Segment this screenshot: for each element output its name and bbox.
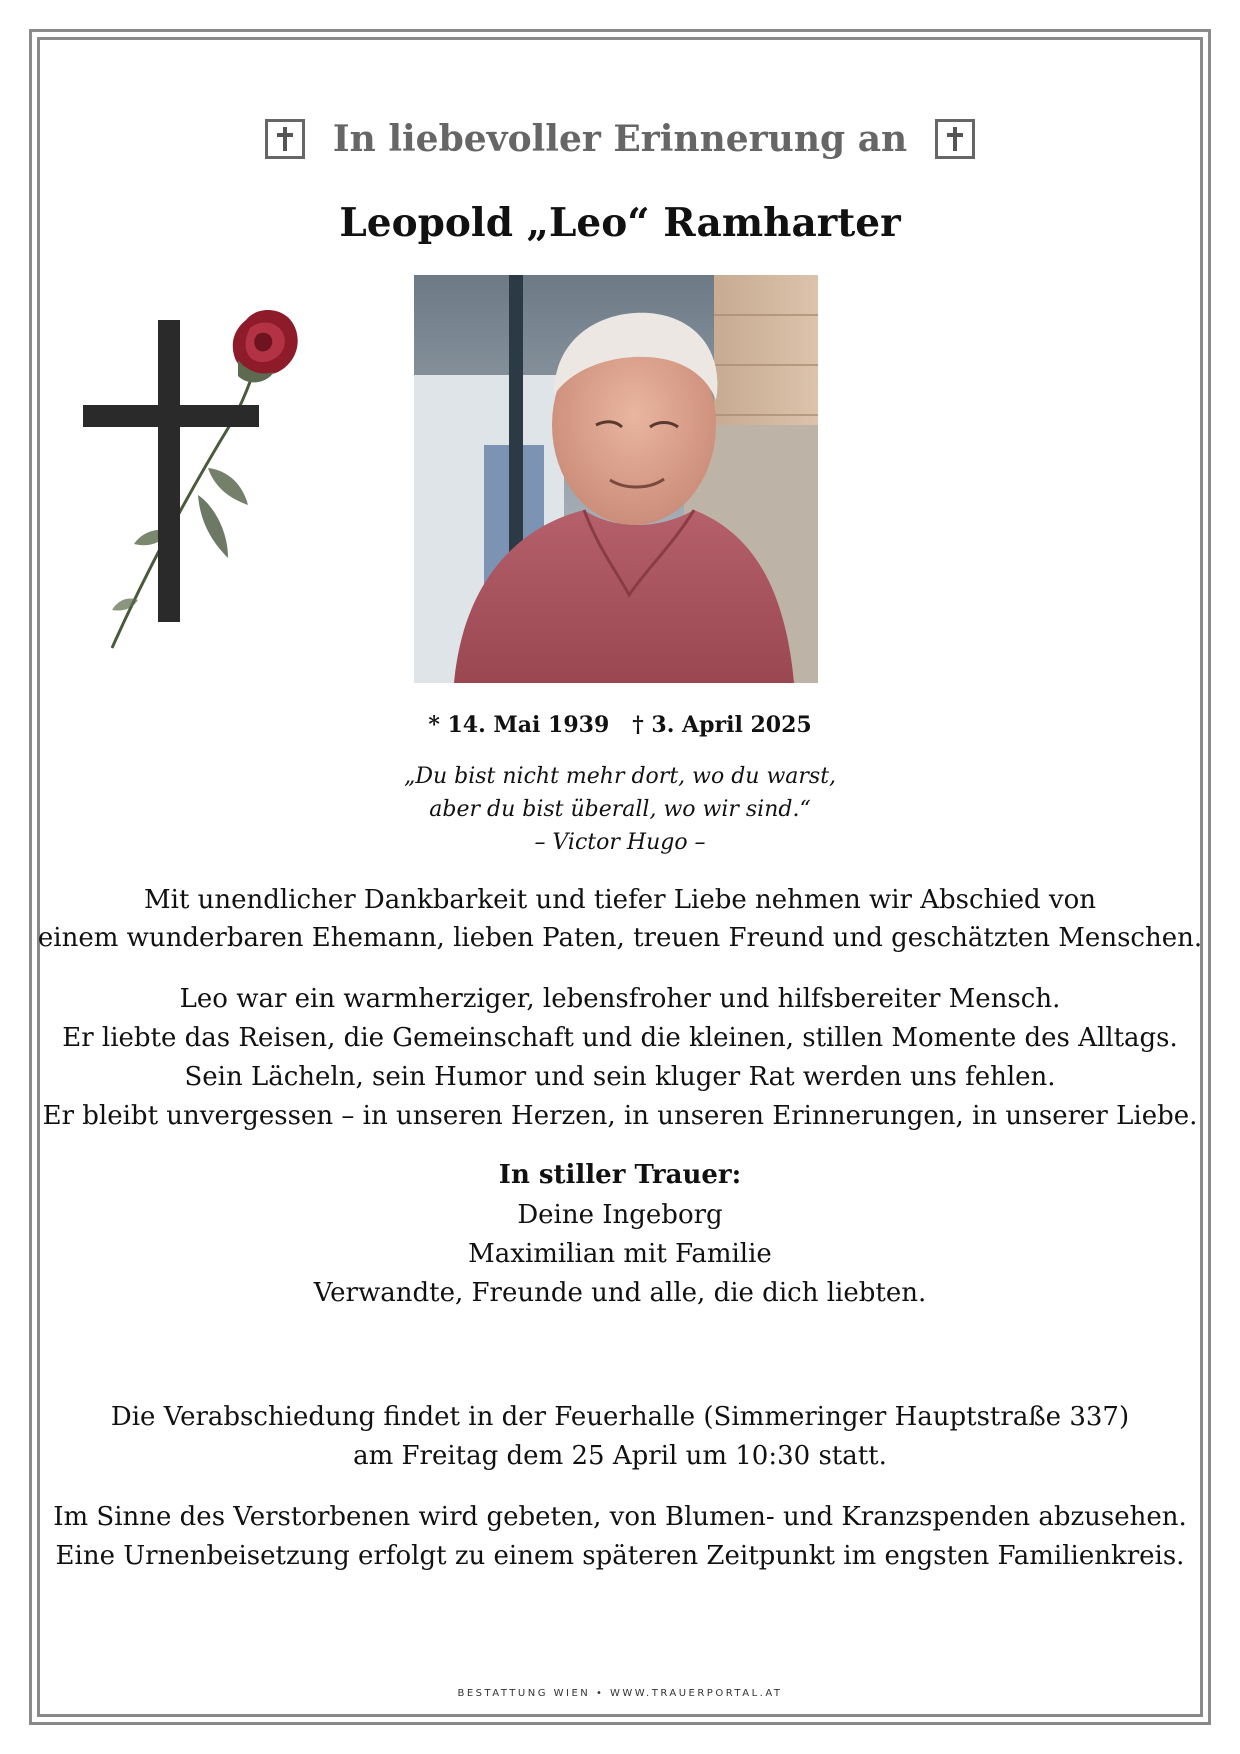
latin-cross-icon (265, 119, 305, 159)
portrait-photo (414, 275, 818, 683)
quote-author: – Victor Hugo – (534, 830, 706, 855)
heading-row (0, 118, 1240, 160)
rose-stem (112, 358, 258, 648)
tribute-line: Er bleibt unvergessen – in unseren Herzen, in unseren Erinnerungen, in unserer Liebe. (42, 1101, 1198, 1131)
rose-bloom (233, 310, 298, 382)
mourner-line: Verwandte, Freunde und alle, die dich liebten. (313, 1278, 927, 1308)
farewell-line: einem wunderbaren Ehemann, lieben Paten, treuen Freund und geschätzten Menschen. (37, 923, 1203, 953)
farewell-line: Mit unendlicher Dankbarkeit und tiefer Liebe nehmen wir Abschied von (144, 885, 1096, 915)
ceremony-line: Die Verabschiedung findet in der Feuerhalle (Simmeringer Hauptstraße 337) (110, 1402, 1130, 1432)
quote-line: „Du bist nicht mehr dort, wo du warst, (403, 764, 837, 789)
latin-cross-icon (83, 320, 259, 622)
deceased-name: Leopold „Leo“ Ramharter (339, 200, 901, 246)
tribute-line: Sein Lächeln, sein Humor und sein kluger Rat werden uns fehlen. (184, 1062, 1056, 1092)
notice-line: Eine Urnenbeisetzung erfolgt zu einem späteren Zeitpunkt im engsten Familienkreis. (55, 1541, 1185, 1571)
cross-with-rose-illustration (78, 300, 308, 660)
latin-cross-icon (935, 119, 975, 159)
tribute-line: Er liebte das Reisen, die Gemeinschaft und die kleinen, stillen Momente des Alltags. (62, 1023, 1178, 1053)
death-date: † 3. April 2025 (632, 712, 812, 738)
quote-line: aber du bist überall, wo wir sind.“ (429, 797, 811, 822)
footer-credit: BESTATTUNG WIEN • WWW.TRAUERPORTAL.AT (457, 1688, 783, 1699)
heading-title: In liebevoller Erinnerung an (332, 118, 908, 160)
mourners-title: In stiller Trauer: (498, 1160, 742, 1190)
mourner-line: Maximilian mit Familie (468, 1239, 772, 1269)
ceremony-line: am Freitag dem 25 April um 10:30 statt. (353, 1441, 887, 1471)
life-dates (0, 712, 1240, 738)
mourner-line: Deine Ingeborg (517, 1200, 723, 1230)
notice-line: Im Sinne des Verstorbenen wird gebeten, von Blumen- und Kranzspenden abzusehen. (53, 1502, 1187, 1532)
birth-date: * 14. Mai 1939 (428, 712, 610, 738)
tribute-line: Leo war ein warmherziger, lebensfroher und hilfsbereiter Mensch. (179, 984, 1061, 1014)
